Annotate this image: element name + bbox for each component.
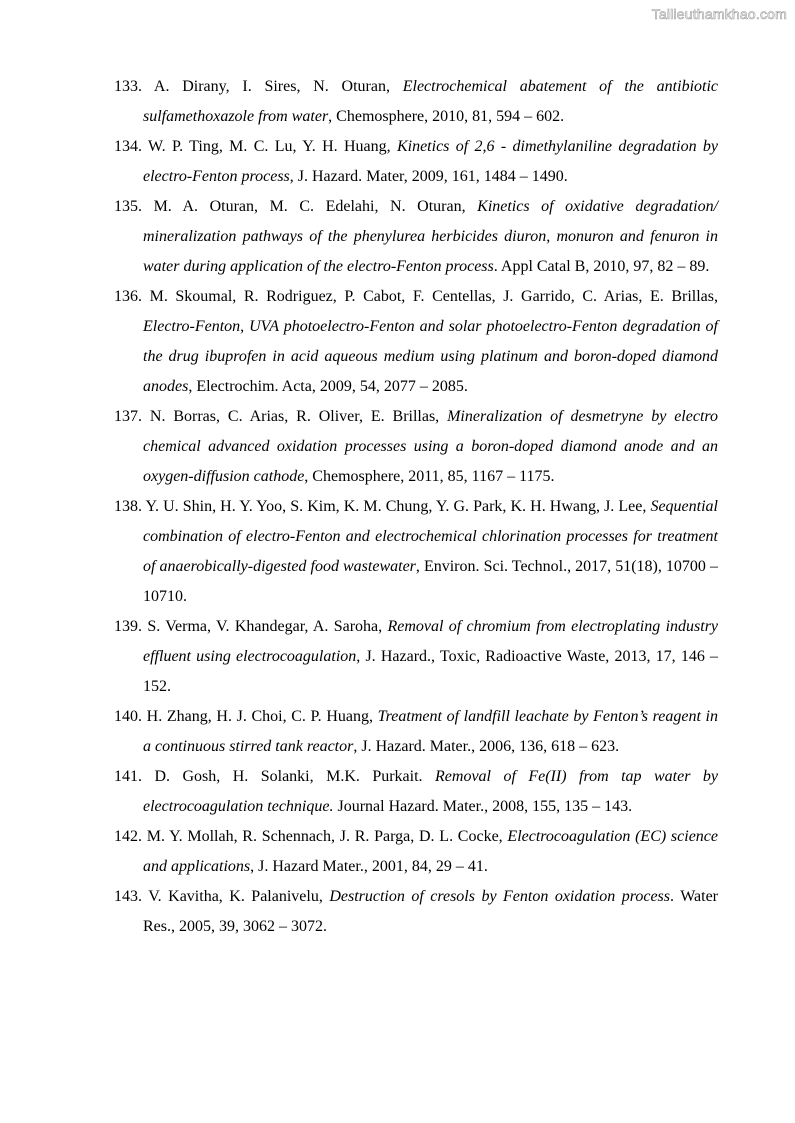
reference-title: Electro-Fenton, UVA photoelectro-Fenton and solar photoelectro-Fenton degradation of the drug ibuprofen in acid aqueous medium using platinum and boron-doped diamond anodes [143,318,718,395]
reference-number: 137. [114,408,142,425]
reference-title: Electrochemical abatement of the antibiotic sulfamethoxazole from water [143,78,719,125]
reference-item [114,612,718,702]
reference-source: , J. Hazard. Mater, 2009, 161, 1484 – 1490. [289,168,568,185]
reference-authors: D. Gosh, H. Solanki, M.K. Purkait. [154,768,436,785]
reference-authors: A. Dirany, I. Sires, N. Oturan, [153,78,403,95]
reference-title: Destruction of cresols by Fenton oxidation process [329,888,671,905]
reference-title: Removal of chromium from electroplating industry effluent using electrocoagulation [143,618,719,665]
reference-item [114,72,718,132]
reference-item [114,822,718,882]
reference-title: Sequential combination of electro-Fenton and electrochemical chlorination processes for treatment of anaerobically-digested food wastewater [143,498,718,575]
reference-source: , J. Hazard., Toxic, Radioactive Waste, 2013, 17, 146 – 152. [143,648,719,695]
reference-authors: M. A. Oturan, M. C. Edelahi, N. Oturan, [153,198,478,215]
reference-item [114,882,718,942]
reference-item [114,132,718,192]
reference-source: Journal Hazard. Mater., 2008, 155, 135 – 143. [333,798,633,815]
reference-item [114,192,718,282]
reference-number: 133. [114,78,142,95]
reference-item [114,702,718,762]
reference-title: Treatment of landfill leachate by Fenton’s reagent in a continuous stirred tank reactor [143,708,718,755]
reference-number: 142. [114,828,142,845]
reference-number: 135. [114,198,142,215]
reference-number: 138. [114,498,142,515]
reference-source: . Appl Catal B, 2010, 97, 82 – 89. [493,258,710,275]
watermark-text: Tailieuthamkhao.com [651,6,787,22]
reference-item [114,282,718,402]
reference-authors: H. Zhang, H. J. Choi, C. P. Huang, [146,708,378,725]
reference-source: , Electrochim. Acta, 2009, 54, 2077 – 2085. [188,378,468,395]
reference-number: 139. [114,618,142,635]
reference-source: , Chemosphere, 2011, 85, 1167 – 1175. [304,468,555,485]
reference-authors: M. Skoumal, R. Rodriguez, P. Cabot, F. Centellas, J. Garrido, C. Arias, E. Brillas, [149,288,719,305]
reference-source: , Environ. Sci. Technol., 2017, 51(18), 10700 – 10710. [143,558,718,605]
reference-number: 140. [114,708,142,725]
reference-list [114,72,718,942]
reference-item [114,762,718,822]
reference-authors: N. Borras, C. Arias, R. Oliver, E. Brillas, [149,408,448,425]
reference-item [114,402,718,492]
reference-source: , J. Hazard Mater., 2001, 84, 29 – 41. [250,858,488,875]
reference-authors: V. Kavitha, K. Palanivelu, [148,888,330,905]
reference-number: 143. [114,888,142,905]
reference-authors: M. Y. Mollah, R. Schennach, J. R. Parga, D. L. Cocke, [146,828,508,845]
reference-number: 136. [114,288,142,305]
reference-title: Mineralization of desmetryne by electro chemical advanced oxidation processes using a boron-doped diamond anode and an oxygen-diffusion cathode [143,408,719,485]
reference-title: Kinetics of oxidative degradation/ mineralization pathways of the phenylurea herbicides diuron, monuron and fenuron in water during application of the electro-Fenton process [143,198,719,275]
reference-source: , J. Hazard. Mater., 2006, 136, 618 – 623. [353,738,620,755]
reference-number: 141. [114,768,142,785]
reference-title: Electrocoagulation (EC) science and applications [143,828,719,875]
reference-number: 134. [114,138,142,155]
reference-source: . Water Res., 2005, 39, 3062 – 3072. [143,888,718,935]
reference-authors: Y. U. Shin, H. Y. Yoo, S. Kim, K. M. Chung, Y. G. Park, K. H. Hwang, J. Lee, [145,498,651,515]
reference-authors: W. P. Ting, M. C. Lu, Y. H. Huang, [148,138,397,155]
reference-title: Removal of Fe(II) from tap water by electrocoagulation technique. [143,768,719,815]
reference-item [114,492,718,612]
reference-authors: S. Verma, V. Khandegar, A. Saroha, [147,618,388,635]
reference-title: Kinetics of 2,6 - dimethylaniline degradation by electro-Fenton process [143,138,719,185]
reference-source: , Chemosphere, 2010, 81, 594 – 602. [328,108,565,125]
